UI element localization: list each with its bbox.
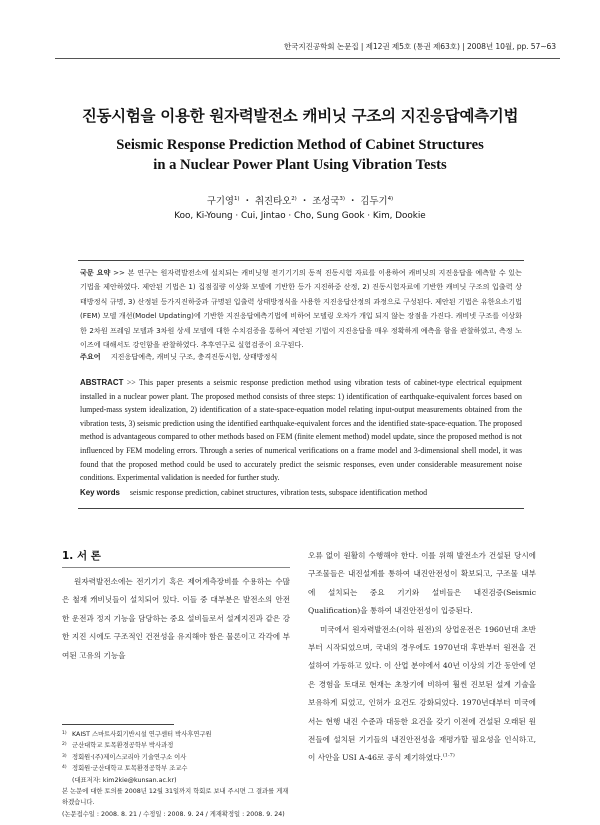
abstract-english-label: ABSTRACT [80,378,124,387]
keywords-korean [80,352,522,362]
footnote-dates: (논문접수일 : 2008. 8. 21 / 수정일 : 2008. 9. 24 / 게재확정일 : 2008. 9. 24) [62,810,285,818]
body-column-left [62,573,290,665]
footnote-text: 정회원·(주)제이스코리아 기술연구소 이사 [72,753,187,761]
body-paragraph-text: 미국에서 원자력발전소(이하 원전)의 상업운전은 1960년대 초반부터 시작되었으며, 국내의 경우에도 1970년대 후반부터 원전을 건설하여 가동하고 있다. 이 산업 분야에서 40년 이상의 기간 동안에 얻은 경험을 토대로 현재는 초창기에 비하여 훨씬 진보된 설계 기술을 보유하게 되었고, 인허가 요건도 강화되었다. 1970년대부터 미국에서는 현행 내진 수준과 대등한 요건을 갖기 이전에 건설된 오래된 원전들에 설치된 기기들의 내진안전성을 재평가할 필요성을 인식하고, 이 사안을 USI A-46로 공식 제기하였다. [308,624,536,763]
abstract-korean-marker: >> [113,268,125,277]
abstract-korean-label: 국문 요약 [80,268,111,277]
footnote-text: KAIST 스마트사회기반시설 연구센터 박사후연구원 [72,731,212,738]
abstract-korean-text: 본 연구는 원자력발전소에 설치되는 캐비닛형 전기기기의 동적 진동시험 자료를 이용하여 캐비닛의 지진응답을 예측할 수 있는 기법을 제안하였다. 제안된 기법은 1) 집점질량 이상화 모델에 기반한 등가 지진하중 산정, 2) 진동시험자료에 기반한 캐비닛 구조의 입출력 상태방정식 규명, 3) 산정된 등가지진하중과 규명된 입출력 상태방정식을 사용한 지진응답산정의 과정으로 구성된다. 제안된 기법은 유한요소기법(FEM) 모델 개선(Model Updating)에 기반한 지진응답예측기법에 비하여 모델링 오차가 개입 되지 않는 장점을 가진다. 캐비넷 구조를 이상화한 2차원 프레임 모델과 3차원 상세 모델에 대한 수치검증을 통하여 제안된 기법이 지진응답을 매우 정확하게 예측을 함을 관찰하였고, 측정 노이즈에 대해서도 강인함을 관찰하였다. 추후연구로 실험검증이 요구된다. [80,268,522,350]
author-separator: ・ [348,196,358,207]
author-mark: 3) [339,195,346,202]
footnote-contact: (대표저자: kim2kie@kunsan.ac.kr) [72,776,177,784]
footnote-item [62,752,292,763]
body-column-right [308,547,536,768]
abstract-english [80,376,522,485]
section-heading: 1. 서 론 [62,550,101,562]
footnote-text: 정회원·군산대학교 토목환경공학부 조교수 [72,765,188,773]
abstract-english-marker: >> [126,378,136,387]
footnote-item [62,763,292,774]
body-paragraph: 원자력발전소에는 전기기기 혹은 제어계측장비를 수용하는 수많은 철재 캐비닛들이 설치되어 있다. 이들 중 대부분은 발전소의 안전한 운전과 정지 기능을 담당하는 중요 설비들로서 설계지진과 같은 강한 지진 시에도 구조적인 건전성을 유지해야 함은 물론이고 각각에 부여된 고유의 기능을 [62,577,290,660]
authors-korean [0,193,600,207]
author-separator: ・ [299,196,310,207]
footnote-discussion: 본 논문에 대한 토의를 2008년 12월 31일까지 학회로 보내 주시면 그 결과를 게재하겠습니다. [62,788,289,807]
header-rule [55,58,560,59]
footnote-mark: 3) [62,753,67,759]
citation-mark: (1-7) [442,752,455,759]
abstract-korean [80,266,522,352]
author-mark: 2) [291,195,297,202]
keywords-english-text: seismic response prediction, cabinet structures, vibration tests, subspace identification method [129,488,428,497]
author-name: 구기영 [206,196,234,207]
author-name: 취진타오 [254,196,292,207]
abstract-top-rule [78,260,524,261]
footnotes [62,729,292,820]
author-mark: 4) [387,195,394,202]
section-heading-rule [62,567,290,568]
body-paragraph: 오류 없이 원활히 수행해야 한다. 이를 위해 발전소가 건설된 당시에 구조물들은 내진설계를 통하여 내진안전성이 확보되고, 구조물 내부에 설치되는 중요 기기와 설비들은 내진검증(Seismic Qualification)을 통하여 내진안전성이 입증된다. [308,551,536,616]
title-english-line2: in a Nuclear Power Plant Using Vibration Tests [153,157,447,173]
footnote-item [62,740,292,751]
footnote-mark: 4) [62,765,67,771]
keywords-korean-label: 주요어 [80,352,101,361]
author-mark: 1) [233,195,240,202]
author-separator: ・ [242,196,252,207]
author-name: 김두기 [360,196,388,207]
author-name: 조성국 [312,196,340,207]
footnote-text: 군산대학교 토목환경공학부 박사과정 [72,742,174,750]
keywords-english [80,488,522,497]
keywords-korean-text: 지진응답예측, 캐비닛 구조, 충격진동시험, 상태방정식 [110,352,278,361]
abstract-bottom-rule [78,508,524,509]
keywords-english-label: Key words [80,488,120,497]
title-english-line1: Seismic Response Prediction Method of Cabinet Structures [116,137,484,153]
authors-english: Koo, Ki-Young · Cui, Jintao · Cho, Sung Gook · Kim, Dookie [174,211,426,221]
footnote-mark: 2) [62,742,67,748]
abstract-english-text: This paper presents a seismic response prediction method using vibration tests of cabinet-type electrical equipment installed in a nuclear power plant. The proposed method consists of three steps: 1) identification of earthquake-equivalent forces based on lumped-mass system idealization, 2) identification of a state-space-equation model relating input-output measurements obtained from the vibration tests, 3) seismic prediction using the identified earthquake-equivalent forces and the identified state-space-equation. The proposed method is advantageous compared to other methods based on FEM (finite element method) model update, since the proposed method is not influenced by FEM modeling errors. Through a series of numerical verifications on a frame model and 3-dimensional shell model, it was found that the proposed method could be used to accurately predict the seismic responses, even under considerable measurement noise conditions. Experimental validation is needed for further study. [80,378,522,483]
footnote-item [62,729,292,740]
footnote-mark: 1) [62,731,67,736]
title-korean: 진동시험을 이용한 원자력발전소 캐비닛 구조의 지진응답예측기법 [81,107,519,125]
running-header: 한국지진공학회 논문집 | 제12권 제5호 (통권 제63호) | 2008년 10월, pp. 57~63 [283,42,556,51]
body-paragraph [308,621,536,768]
footnote-rule [62,724,174,725]
